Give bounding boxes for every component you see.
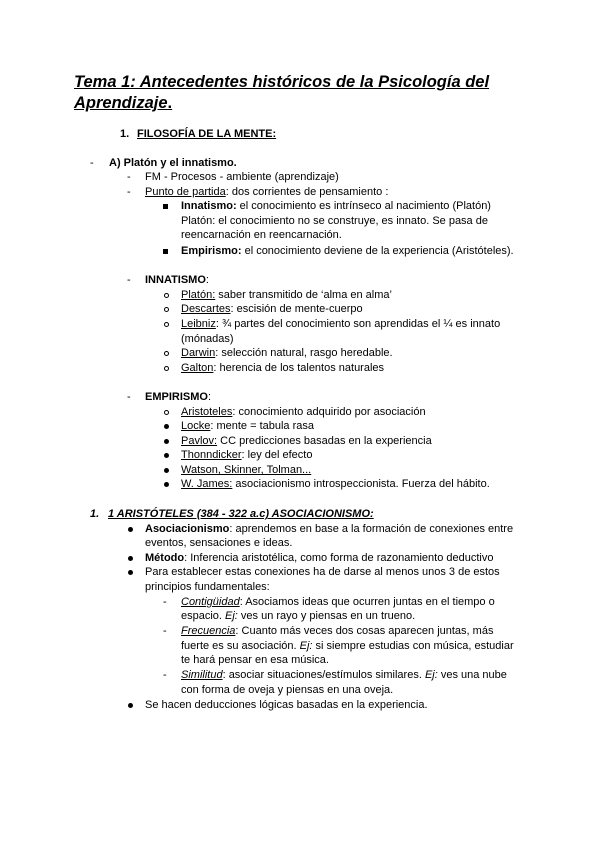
- term-label: Empirismo:: [181, 245, 242, 257]
- person-name: Pavlov:: [181, 435, 218, 447]
- subsection-heading: [145, 390, 211, 404]
- list-item-continuation: [181, 639, 514, 653]
- list-item: FM - Procesos - ambiente (aprendizaje): [145, 171, 339, 183]
- subsection-heading: A) Platón y el innatismo.: [109, 157, 237, 169]
- person-name: Leibniz: [181, 318, 216, 330]
- example-label: Ej:: [424, 669, 438, 681]
- person-name: Thonndicker: [181, 449, 242, 461]
- list-item-continuation: principios fundamentales:: [145, 581, 270, 593]
- list-marker-dash: -: [127, 186, 131, 198]
- person-text: : ley del efecto: [241, 449, 313, 461]
- person-name: Darwin: [181, 347, 216, 359]
- hollow-bullet-icon: [164, 322, 169, 327]
- person-text: : herencia de los talentos naturales: [213, 362, 385, 374]
- principle-text: : Asociamos ideas que ocurren juntas en el tiempo o: [239, 596, 495, 608]
- title-period: .: [167, 94, 173, 112]
- principle-text: : Cuanto más veces dos cosas aparecen juntas, más: [235, 625, 494, 637]
- list-item-continuation: Platón: el conocimiento no se construye, es innato. Se pasa de: [181, 215, 488, 227]
- heading-text: INNATISMO: [145, 274, 206, 286]
- principle-text: ves una nube: [437, 669, 507, 681]
- heading-colon: :: [207, 391, 212, 403]
- term-text: el conocimiento es intrínseco al nacimiento (Platón): [236, 200, 491, 212]
- person-name: Aristoteles: [181, 406, 233, 418]
- square-bullet-icon: [163, 204, 168, 209]
- example-label: Ej:: [299, 640, 313, 652]
- section-heading: FILOSOFÍA DE LA MENTE:: [137, 128, 277, 140]
- filled-bullet-icon: [128, 703, 133, 708]
- hollow-bullet-icon: [164, 307, 169, 312]
- person-text: asociacionismo introspeccionista. Fuerza del hábito.: [232, 478, 490, 490]
- person-text: : mente = tabula rasa: [210, 420, 315, 432]
- hollow-bullet-icon: [164, 293, 169, 298]
- list-item: [181, 477, 490, 491]
- list-marker-dash: -: [163, 596, 167, 608]
- person-name: Platón:: [181, 289, 216, 301]
- list-item-continuation: con forma de oveja y piensas en una oveja.: [181, 684, 394, 696]
- filled-bullet-icon: [164, 468, 169, 473]
- list-marker-dash: -: [163, 669, 167, 681]
- person-text: : conocimiento adquirido por asociación: [232, 406, 426, 418]
- list-marker-dash: -: [90, 157, 94, 169]
- term-text: : dos corrientes de pensamiento :: [225, 186, 389, 198]
- hollow-bullet-icon: [164, 410, 169, 415]
- document-title-line2: [74, 93, 172, 114]
- term-label: Asociacionismo: [145, 523, 230, 535]
- principle-text: : asociar situaciones/estímulos similares.: [222, 669, 425, 681]
- list-item: [181, 419, 314, 433]
- filled-bullet-icon: [164, 453, 169, 458]
- heading-colon: :: [205, 274, 209, 286]
- term-label: Método: [145, 552, 185, 564]
- filled-bullet-icon: [128, 556, 133, 561]
- section-number: 1.: [120, 128, 130, 140]
- list-item: [181, 624, 493, 638]
- filled-bullet-icon: [164, 424, 169, 429]
- person-text: : escisión de mente-cuerpo: [230, 303, 363, 315]
- list-item: [181, 463, 311, 477]
- document-title-line1: Tema 1: Antecedentes históricos de la Psicología del: [74, 73, 490, 91]
- term-text: : Inferencia aristotélica, como forma de razonamiento deductivo: [184, 552, 494, 564]
- list-item: [145, 522, 513, 536]
- list-item: [181, 199, 491, 213]
- hollow-bullet-icon: [164, 366, 169, 371]
- list-item: [181, 668, 507, 682]
- list-item: [181, 434, 432, 448]
- principle-text: ves un rayo y piensas en un trueno.: [237, 610, 416, 622]
- heading-text: EMPIRISMO: [145, 391, 208, 403]
- filled-bullet-icon: [128, 570, 133, 575]
- list-item: Para establecer estas conexiones ha de darse al menos unos 3 de estos: [145, 566, 500, 578]
- list-item: [145, 185, 388, 199]
- term-text: : aprendemos en base a la formación de conexiones entre: [229, 523, 514, 535]
- filled-bullet-icon: [164, 482, 169, 487]
- list-item: [181, 244, 514, 258]
- person-name: Locke: [181, 420, 211, 432]
- list-item-continuation: te hará pensar en esa música.: [181, 654, 329, 666]
- term-label: Innatismo:: [181, 200, 237, 212]
- section-heading: 1 ARISTÓTELES (384 - 322 a.c) ASOCIACIONISMO:: [108, 508, 374, 520]
- principle-name: Frecuencia: [181, 625, 236, 637]
- person-name: Descartes: [181, 303, 231, 315]
- term-text: el conocimiento deviene de la experiencia (Aristóteles).: [241, 245, 514, 257]
- principle-name: Similitud: [181, 669, 223, 681]
- list-item: [145, 551, 494, 565]
- person-name: Watson, Skinner, Tolman...: [181, 464, 312, 476]
- filled-bullet-icon: [164, 439, 169, 444]
- list-marker-dash: -: [163, 625, 167, 637]
- list-item-continuation: [181, 609, 415, 623]
- list-item: [181, 405, 426, 419]
- list-item: [181, 317, 500, 331]
- square-bullet-icon: [163, 249, 168, 254]
- person-text: : selección natural, rasgo heredable.: [215, 347, 393, 359]
- principle-name: Contigüidad: [181, 596, 240, 608]
- list-item: Se hacen deducciones lógicas basadas en la experiencia.: [145, 699, 428, 711]
- person-text: CC predicciones basadas en la experiencia: [217, 435, 432, 447]
- person-text: saber transmitido de ‘alma en alma’: [215, 289, 392, 301]
- list-item-continuation: eventos, sensaciones e ideas.: [145, 537, 293, 549]
- subsection-heading: [145, 273, 209, 287]
- list-marker-dash: -: [127, 274, 131, 286]
- hollow-bullet-icon: [164, 351, 169, 356]
- list-item: [181, 448, 312, 462]
- list-item: [181, 302, 363, 316]
- example-label: Ej:: [225, 610, 238, 622]
- list-item: [181, 288, 392, 302]
- list-marker-dash: -: [127, 391, 131, 403]
- document-title-word: Aprendizaje: [74, 94, 168, 112]
- principle-text: fuerte es su asociación.: [181, 640, 300, 652]
- section-number: 1.: [90, 508, 100, 520]
- filled-bullet-icon: [128, 527, 133, 532]
- person-name: W. James:: [181, 478, 233, 490]
- list-item: [181, 595, 495, 609]
- list-marker-dash: -: [127, 171, 131, 183]
- principle-text: si siempre estudias con música, estudiar: [312, 640, 514, 652]
- person-text: : ¾ partes del conocimiento son aprendidas el ¼ es innato: [215, 318, 501, 330]
- list-item: [181, 361, 384, 375]
- principle-text: espacio.: [181, 610, 226, 622]
- list-item-continuation: reencarnación en reencarnación.: [181, 229, 342, 241]
- person-name: Galton: [181, 362, 214, 374]
- list-item: [181, 346, 393, 360]
- term-label: Punto de partida: [145, 186, 226, 198]
- list-item-continuation: (mónadas): [181, 333, 234, 345]
